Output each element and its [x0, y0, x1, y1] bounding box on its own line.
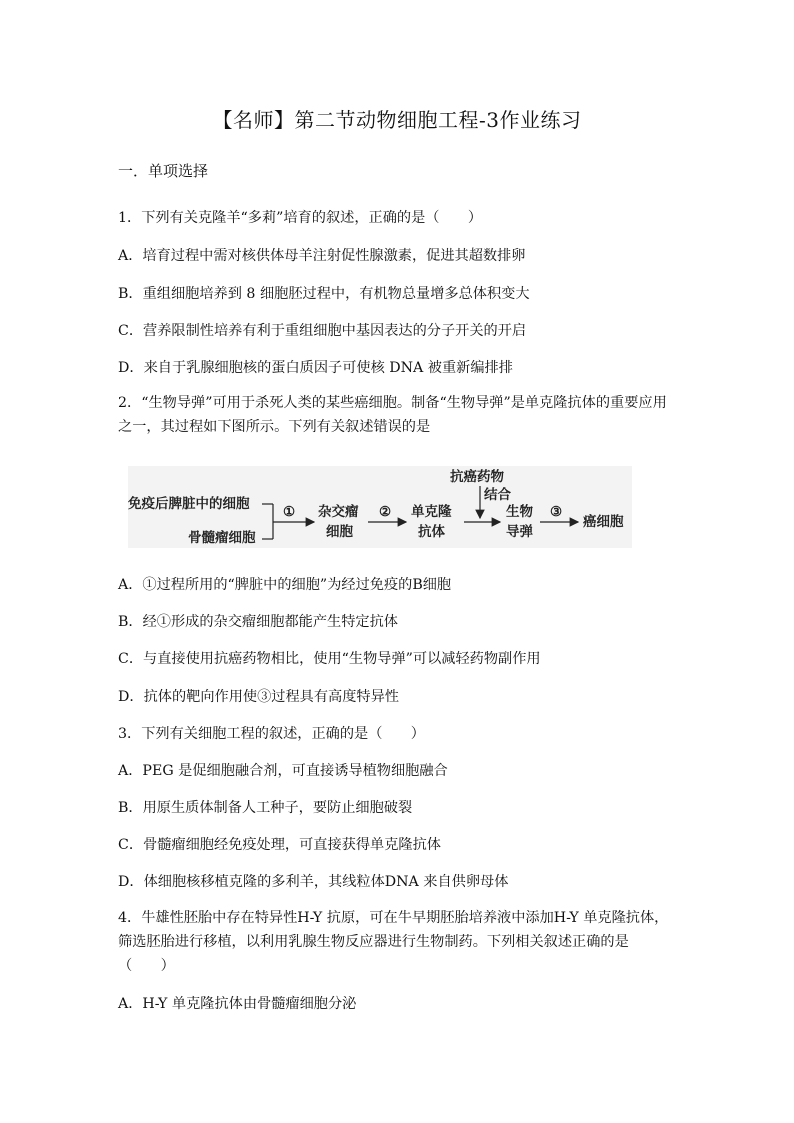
flow-diagram-svg [128, 466, 632, 548]
step-3-label: ③ [550, 504, 563, 520]
hybridoma-label-top: 杂交瘤 [318, 504, 359, 520]
question-4-option-a: A．H-Y 单克隆抗体由骨髓瘤细胞分泌 [118, 996, 357, 1012]
question-2-option-a: A．①过程所用的“脾脏中的细胞”为经过免疫的B细胞 [118, 577, 452, 593]
question-4-stem: 4．牛雄性胚胎中存在特异性H-Y 抗原，可在牛早期胚胎培养液中添加H-Y 单克隆抗体，筛选胚胎进行移植，以利用乳腺生物反应器进行生物制药。下列相关叙述正确的是（ ） [118, 910, 669, 974]
question-3-option-c: C．骨髓瘤细胞经免疫处理，可直接获得单克隆抗体 [118, 837, 441, 853]
question-2-option-d: D．抗体的靶向作用使③过程具有高度特异性 [118, 689, 399, 705]
question-2-option-c: C．与直接使用抗癌药物相比，使用“生物导弹”可以减轻药物副作用 [118, 651, 541, 667]
question-1-option-d: D．来自于乳腺细胞核的蛋白质因子可使核 DNA 被重新编排排 [118, 360, 513, 376]
question-1-option-a: A．培育过程中需对核供体母羊注射促性腺激素，促进其超数排卵 [118, 248, 526, 264]
flow-diagram [128, 466, 632, 548]
question-3-stem: 3．下列有关细胞工程的叙述，正确的是（ ） [118, 726, 425, 742]
question-1-stem: 1．下列有关克隆羊“多莉”培育的叙述，正确的是（ ） [118, 210, 483, 226]
question-2-option-b: B．经①形成的杂交瘤细胞都能产生特定抗体 [118, 614, 398, 630]
mab-label-bottom: 抗体 [418, 524, 445, 540]
step-2-label: ② [379, 504, 392, 520]
bind-label: 结合 [484, 487, 511, 503]
missile-label-top: 生物 [506, 504, 533, 520]
question-3-option-b: B．用原生质体制备人工种子，要防止细胞破裂 [118, 800, 413, 816]
question-1-option-c: C．营养限制性培养有利于重组细胞中基因表达的分子开关的开启 [118, 323, 527, 339]
question-3-option-d: D．体细胞核移植克隆的多利羊，其线粒体DNA 来自供卵母体 [118, 874, 509, 890]
spleen-cells-label: 免疫后脾脏中的细胞 [128, 496, 250, 512]
cancer-cell-label: 癌细胞 [583, 514, 624, 530]
myeloma-cells-label: 骨髓瘤细胞 [188, 530, 256, 546]
page-title: 【名师】第二节动物细胞工程-3作业练习 [212, 108, 582, 132]
hybridoma-label-bottom: 细胞 [326, 524, 353, 540]
question-1-option-b: B．重组细胞培养到 8 细胞胚过程中，有机物总量增多总体积变大 [118, 286, 530, 302]
drug-label: 抗癌药物 [450, 469, 504, 485]
question-2-stem: 2．“生物导弹”可用于杀死人类的某些癌细胞。制备“生物导弹”是单克隆抗体的重要应用之一，其过程如下图所示。下列有关叙述错误的是 [118, 395, 667, 435]
step-1-label: ① [283, 504, 296, 520]
section-heading: 一．单项选择 [118, 162, 209, 180]
missile-label-bottom: 导弹 [506, 524, 533, 540]
question-3-option-a: A．PEG 是促细胞融合剂，可直接诱导植物细胞融合 [118, 763, 448, 779]
mab-label-top: 单克隆 [411, 504, 452, 520]
